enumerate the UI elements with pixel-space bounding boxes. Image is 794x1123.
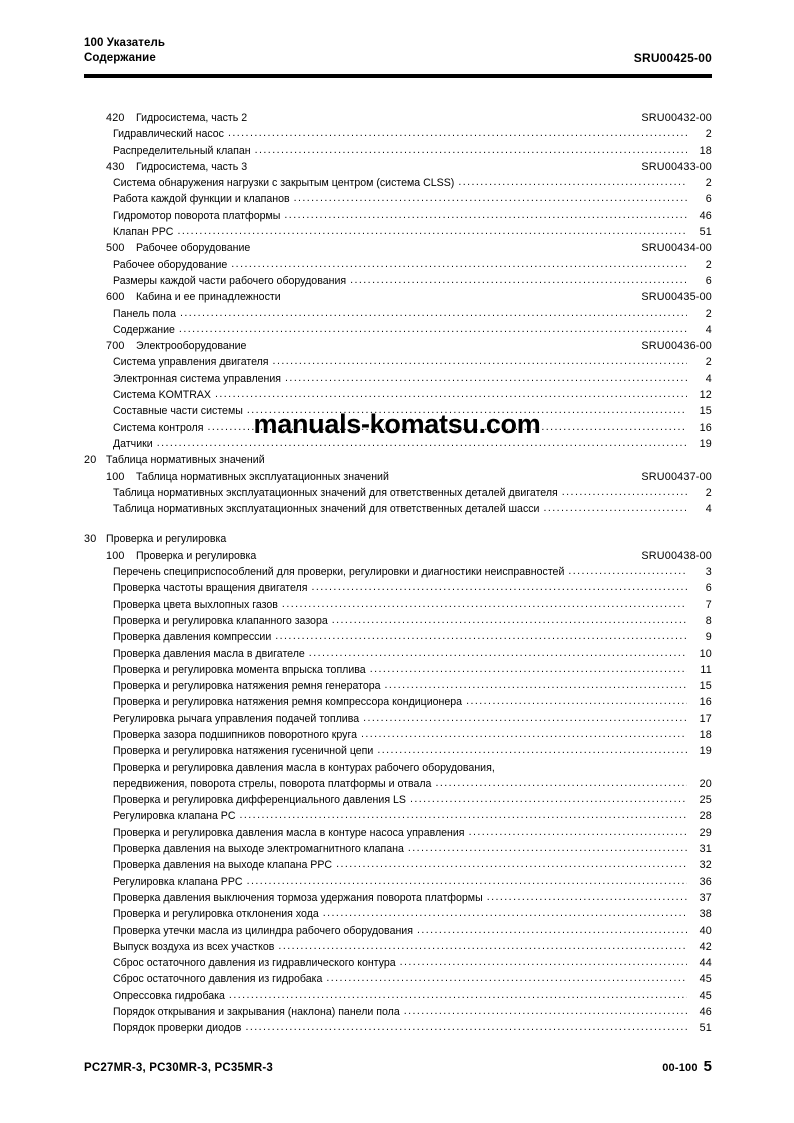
toc-entry-label: Проверка и регулировка xyxy=(106,533,227,546)
toc-entry-label: Проверка утечки масла из цилиндра рабочего оборудования xyxy=(113,924,413,937)
toc-entry-row[interactable] xyxy=(84,874,712,890)
toc-dot-leader xyxy=(417,922,687,938)
header-subsection-title: Содержание xyxy=(84,52,156,64)
toc-page-number: 28 xyxy=(699,810,712,823)
toc-dot-leader xyxy=(350,272,687,288)
toc-entry-row[interactable] xyxy=(84,208,712,224)
toc-dot-leader xyxy=(469,824,687,840)
toc-entry-label: Регулировка клапана PC xyxy=(113,810,236,823)
toc-page-number: 12 xyxy=(699,389,712,402)
footer-model-list: PC27MR-3, PC30MR-3, PC35MR-3 xyxy=(84,1062,274,1074)
toc-page-number: 19 xyxy=(699,437,712,450)
toc-page-number: 2 xyxy=(705,258,712,271)
toc-dot-leader xyxy=(215,386,687,402)
toc-entry-label: Проверка и регулировка натяжения ремня генератора xyxy=(113,680,381,693)
toc-entry-label: Работа каждой функции и клапанов xyxy=(113,193,290,206)
toc-dot-leader xyxy=(284,207,687,223)
toc-entry-label: Проверка и регулировка xyxy=(136,549,257,562)
toc-entry-row[interactable] xyxy=(84,485,712,501)
toc-page-number: 6 xyxy=(705,582,712,595)
toc-entry-row[interactable] xyxy=(84,613,712,629)
toc-entry-label: Проверка и регулировка давления масла в контурах рабочего оборудования, xyxy=(113,761,495,774)
toc-page-number: 4 xyxy=(705,323,712,336)
toc-dot-leader xyxy=(435,775,687,791)
toc-entry-row[interactable] xyxy=(84,306,712,322)
toc-entry-row[interactable] xyxy=(84,678,712,694)
toc-entry-label: Гидросистема, часть 2 xyxy=(136,112,248,124)
toc-page-number: 6 xyxy=(705,274,712,287)
toc-page-number: 44 xyxy=(699,957,712,970)
toc-dot-leader xyxy=(326,970,687,986)
toc-page-number: 2 xyxy=(705,128,712,141)
toc-entry-label: Проверка давления компрессии xyxy=(113,631,272,644)
toc-entry-label: Электрооборудование xyxy=(136,340,247,353)
toc-entry-row[interactable] xyxy=(84,646,712,662)
header-document-code: SRU00425-00 xyxy=(633,51,712,65)
toc-page-number: 17 xyxy=(699,712,712,725)
toc-entry-label: Порядок проверки диодов xyxy=(113,1022,242,1035)
toc-section-row[interactable] xyxy=(84,159,712,175)
toc-page-number: 32 xyxy=(699,859,712,872)
toc-document-code: SRU00435-00 xyxy=(641,291,712,304)
toc-page-number: 10 xyxy=(699,647,712,660)
toc-page-number: 16 xyxy=(699,421,712,434)
toc-document-code: SRU00433-00 xyxy=(641,160,712,173)
toc-entry-label: Составные части системы xyxy=(113,405,243,418)
toc-page-number: 51 xyxy=(699,226,712,239)
toc-dot-leader xyxy=(231,256,687,272)
toc-entry-label: Проверка и регулировка клапанного зазора xyxy=(113,614,328,627)
toc-entry-row[interactable] xyxy=(84,564,712,580)
toc-section-row[interactable] xyxy=(84,338,712,354)
toc-page-number: 25 xyxy=(699,794,712,807)
toc-entry-label: Проверка частоты вращения двигателя xyxy=(113,582,308,595)
toc-entry-label: Рабочее оборудование xyxy=(136,242,251,255)
toc-entry-label: Электронная система управления xyxy=(113,372,282,385)
toc-entry-label: Рабочее оборудование xyxy=(113,258,228,271)
toc-dot-leader xyxy=(247,873,687,889)
toc-entry-row[interactable] xyxy=(84,662,712,678)
toc-section-number: 500 xyxy=(106,242,125,255)
toc-entry-label: Проверка и регулировка момента впрыска топлива xyxy=(113,663,366,676)
toc-dot-leader xyxy=(229,987,687,1003)
footer-page-marker xyxy=(662,1058,712,1075)
toc-section-number: 100 xyxy=(106,549,125,562)
toc-section-number: 430 xyxy=(106,160,125,173)
toc-entry-row[interactable] xyxy=(84,175,712,191)
toc-entry-row[interactable] xyxy=(84,191,712,207)
toc-entry-row[interactable] xyxy=(84,1004,712,1020)
toc-section-number: 700 xyxy=(106,340,125,353)
toc-page-number: 37 xyxy=(699,891,712,904)
toc-dot-leader xyxy=(294,190,687,206)
toc-entry-row[interactable] xyxy=(84,711,712,727)
toc-page-number: 2 xyxy=(705,486,712,499)
toc-entry-row[interactable] xyxy=(84,776,712,792)
toc-dot-leader xyxy=(282,596,687,612)
toc-entry-label: Гидравлический насос xyxy=(113,128,224,141)
toc-entry-row[interactable] xyxy=(84,939,712,955)
toc-entry-row[interactable] xyxy=(84,694,712,710)
toc-page-number: 18 xyxy=(699,144,712,157)
toc-dot-leader xyxy=(278,938,687,954)
toc-section-row[interactable] xyxy=(84,469,712,485)
toc-dot-leader xyxy=(361,726,687,742)
toc-entry-label: Сброс остаточного давления из гидравлического контура xyxy=(113,957,396,970)
toc-entry-label: Таблица нормативных значений xyxy=(106,454,265,467)
toc-dot-leader xyxy=(179,321,687,337)
toc-dot-leader xyxy=(466,693,687,709)
toc-section-number: 420 xyxy=(106,112,125,124)
toc-page-number: 11 xyxy=(700,663,712,676)
toc-dot-leader xyxy=(410,791,687,807)
toc-entry-label: Порядок открывания и закрывания (наклона) панели пола xyxy=(113,1006,400,1019)
toc-dot-leader xyxy=(228,125,687,141)
toc-entry-label: Распределительный клапан xyxy=(113,144,251,157)
toc-page-number: 20 xyxy=(699,777,712,790)
toc-dot-leader xyxy=(309,645,687,661)
toc-page-number: 2 xyxy=(705,307,712,320)
toc-dot-leader xyxy=(487,889,687,905)
toc-entry-label: Проверка и регулировка натяжения ремня компрессора кондиционера xyxy=(113,696,463,709)
toc-entry-label: Содержание xyxy=(113,323,175,336)
toc-entry-row[interactable] xyxy=(84,629,712,645)
toc-entry-row[interactable] xyxy=(84,743,712,759)
toc-entry-label: Проверка давления на выходе электромагнитного клапана xyxy=(113,843,404,856)
toc-entry-label: Перечень специприспособлений для проверки, регулировки и диагностики неисправностей xyxy=(113,566,565,579)
toc-page-number: 15 xyxy=(699,405,712,418)
toc-document-code: SRU00438-00 xyxy=(641,549,712,562)
toc-dot-leader xyxy=(408,840,687,856)
toc-dot-leader xyxy=(562,484,687,500)
toc-entry-label: Проверка зазора подшипников поворотного круга xyxy=(113,728,357,741)
toc-entry-label: Система контроля xyxy=(113,421,204,434)
toc-entry-row[interactable] xyxy=(84,501,712,517)
toc-entry-label: Опрессовка гидробака xyxy=(113,989,225,1002)
toc-entry-row[interactable] xyxy=(84,923,712,939)
header-divider-rule xyxy=(84,74,712,78)
toc-section-number: 100 xyxy=(106,470,125,483)
toc-dot-leader xyxy=(275,628,687,644)
toc-dot-leader xyxy=(177,223,687,239)
toc-entry-label: Регулировка рычага управления подачей топлива xyxy=(113,712,360,725)
page-footer xyxy=(84,1058,712,1075)
toc-entry-label: Таблица нормативных эксплуатационных значений для ответственных деталей двигателя xyxy=(113,486,558,499)
toc-entry-label: Проверка давления масла в двигателе xyxy=(113,647,305,660)
toc-section-number: 20 xyxy=(84,454,97,467)
toc-dot-leader xyxy=(240,807,688,823)
toc-dot-leader xyxy=(245,1019,687,1035)
toc-entry-row[interactable] xyxy=(84,126,712,142)
toc-document-code: SRU00436-00 xyxy=(641,340,712,353)
toc-dot-leader xyxy=(323,905,687,921)
toc-entry-label: Размеры каждой части рабочего оборудования xyxy=(113,274,347,287)
header-titles xyxy=(84,36,165,66)
toc-page-number: 38 xyxy=(699,908,712,921)
toc-page-number: 29 xyxy=(699,826,712,839)
toc-entry-row[interactable] xyxy=(84,792,712,808)
toc-section-number: 600 xyxy=(106,291,125,304)
page-header xyxy=(84,36,712,66)
toc-entry-row[interactable] xyxy=(84,257,712,273)
toc-document-code: SRU00434-00 xyxy=(641,242,712,255)
toc-dot-leader xyxy=(404,1003,687,1019)
toc-section-row[interactable] xyxy=(84,289,712,305)
toc-dot-leader xyxy=(311,579,687,595)
toc-entry-label: передвижения, поворота стрелы, поворота платформы и отвала xyxy=(113,777,432,790)
toc-entry-row[interactable] xyxy=(84,971,712,987)
toc-entry-row[interactable] xyxy=(84,955,712,971)
toc-entry-row[interactable] xyxy=(84,143,712,159)
toc-entry-label: Регулировка клапана PPC xyxy=(113,875,243,888)
toc-entry-row[interactable] xyxy=(84,906,712,922)
toc-entry-label: Проверка цвета выхлопных газов xyxy=(113,598,278,611)
toc-page-number: 19 xyxy=(699,745,712,758)
toc-entry-label: Сброс остаточного давления из гидробака xyxy=(113,973,323,986)
toc-entry-row[interactable] xyxy=(84,387,712,403)
toc-page-number: 4 xyxy=(705,372,712,385)
toc-entry-label: Система KOMTRAX xyxy=(113,389,211,402)
toc-entry-row[interactable] xyxy=(84,760,712,776)
toc-dot-leader xyxy=(400,954,687,970)
toc-dot-leader xyxy=(332,612,687,628)
toc-dot-leader xyxy=(180,305,687,321)
toc-page-number: 18 xyxy=(699,728,712,741)
toc-entry-label: Проверка и регулировка дифференциального давления LS xyxy=(113,794,406,807)
toc-entry-row[interactable] xyxy=(84,597,712,613)
toc-page-number: 7 xyxy=(705,598,712,611)
toc-entry-row[interactable] xyxy=(84,224,712,240)
toc-entry-label: Проверка давления на выходе клапана PPC xyxy=(113,859,333,872)
toc-page-number: 3 xyxy=(705,566,712,579)
toc-entry-label: Датчики xyxy=(113,437,153,450)
toc-dot-leader xyxy=(273,353,687,369)
toc-page-number: 46 xyxy=(699,1006,712,1019)
toc-entry-row[interactable] xyxy=(84,322,712,338)
toc-page-number: 8 xyxy=(705,614,712,627)
toc-page-number: 45 xyxy=(699,989,712,1002)
toc-entry-row[interactable] xyxy=(84,580,712,596)
toc-dot-leader xyxy=(543,500,687,516)
footer-page-number: 5 xyxy=(703,1058,712,1075)
footer-section-code: 00-100 xyxy=(662,1062,698,1074)
toc-entry-row[interactable] xyxy=(84,727,712,743)
toc-entry-row[interactable] xyxy=(84,371,712,387)
toc-page-number: 15 xyxy=(699,680,712,693)
header-section-title: 100 Указатель xyxy=(84,37,166,49)
toc-section-row[interactable] xyxy=(84,548,712,564)
toc-page-number: 42 xyxy=(699,940,712,953)
toc-section-row[interactable] xyxy=(84,240,712,256)
toc-entry-row[interactable] xyxy=(84,988,712,1004)
toc-page-number: 40 xyxy=(699,924,712,937)
toc-entry-label: Панель пола xyxy=(113,307,177,320)
toc-entry-row[interactable] xyxy=(84,890,712,906)
toc-dot-leader xyxy=(458,174,687,190)
toc-page-number: 2 xyxy=(705,177,712,190)
site-watermark: manuals-komatsu.com xyxy=(253,409,541,439)
toc-page-number: 31 xyxy=(699,843,712,856)
toc-entry-label: Таблица нормативных эксплуатационных значений для ответственных деталей шасси xyxy=(113,503,540,516)
toc-document-code: SRU00432-00 xyxy=(641,112,712,124)
toc-page-number: 4 xyxy=(705,503,712,516)
toc-dot-leader xyxy=(285,370,687,386)
toc-entry-label: Проверка и регулировка отклонения хода xyxy=(113,908,319,921)
toc-page-number: 45 xyxy=(699,973,712,986)
toc-entry-row[interactable] xyxy=(84,273,712,289)
toc-page-number: 51 xyxy=(699,1022,712,1035)
toc-document-code: SRU00437-00 xyxy=(641,470,712,483)
toc-entry-label: Система обнаружения нагрузки с закрытым центром (система CLSS) xyxy=(113,177,455,190)
toc-entry-label: Проверка давления выключения тормоза удержания поворота платформы xyxy=(113,891,483,904)
toc-entry-label: Выпуск воздуха из всех участков xyxy=(113,940,275,953)
toc-entry-row[interactable] xyxy=(84,857,712,873)
toc-section-row[interactable] xyxy=(84,531,712,547)
table-of-contents xyxy=(84,110,712,1037)
toc-entry-row[interactable] xyxy=(84,1020,712,1036)
toc-page-number: 2 xyxy=(705,356,712,369)
toc-entry-row[interactable] xyxy=(84,808,712,824)
toc-page-number: 36 xyxy=(699,875,712,888)
toc-entry-row[interactable] xyxy=(84,825,712,841)
toc-section-number: 30 xyxy=(84,533,97,546)
toc-dot-leader xyxy=(385,677,687,693)
toc-entry-label: Гидромотор поворота платформы xyxy=(113,209,281,222)
toc-entry-label: Кабина и ее принадлежности xyxy=(136,291,281,304)
toc-entry-label: Проверка и регулировка давления масла в контуре насоса управления xyxy=(113,826,465,839)
toc-entry-label: Гидросистема, часть 3 xyxy=(136,160,248,173)
toc-dot-leader xyxy=(363,710,687,726)
toc-section-row[interactable] xyxy=(84,110,712,126)
toc-entry-label: Таблица нормативных эксплуатационных значений xyxy=(136,470,389,483)
toc-entry-label: Клапан PPC xyxy=(113,226,174,239)
toc-entry-label: Проверка и регулировка натяжения гусеничной цепи xyxy=(113,745,374,758)
toc-dot-leader xyxy=(255,142,687,158)
toc-entry-row[interactable] xyxy=(84,841,712,857)
toc-page-number: 9 xyxy=(705,631,712,644)
toc-dot-leader xyxy=(336,856,687,872)
toc-page-number: 46 xyxy=(699,209,712,222)
toc-entry-row[interactable] xyxy=(84,354,712,370)
toc-section-row[interactable] xyxy=(84,452,712,468)
toc-dot-leader xyxy=(568,563,687,579)
toc-page-number: 16 xyxy=(699,696,712,709)
toc-page-number: 6 xyxy=(705,193,712,206)
toc-entry-label: Система управления двигателя xyxy=(113,356,269,369)
toc-dot-leader xyxy=(377,742,687,758)
toc-dot-leader xyxy=(370,661,687,677)
